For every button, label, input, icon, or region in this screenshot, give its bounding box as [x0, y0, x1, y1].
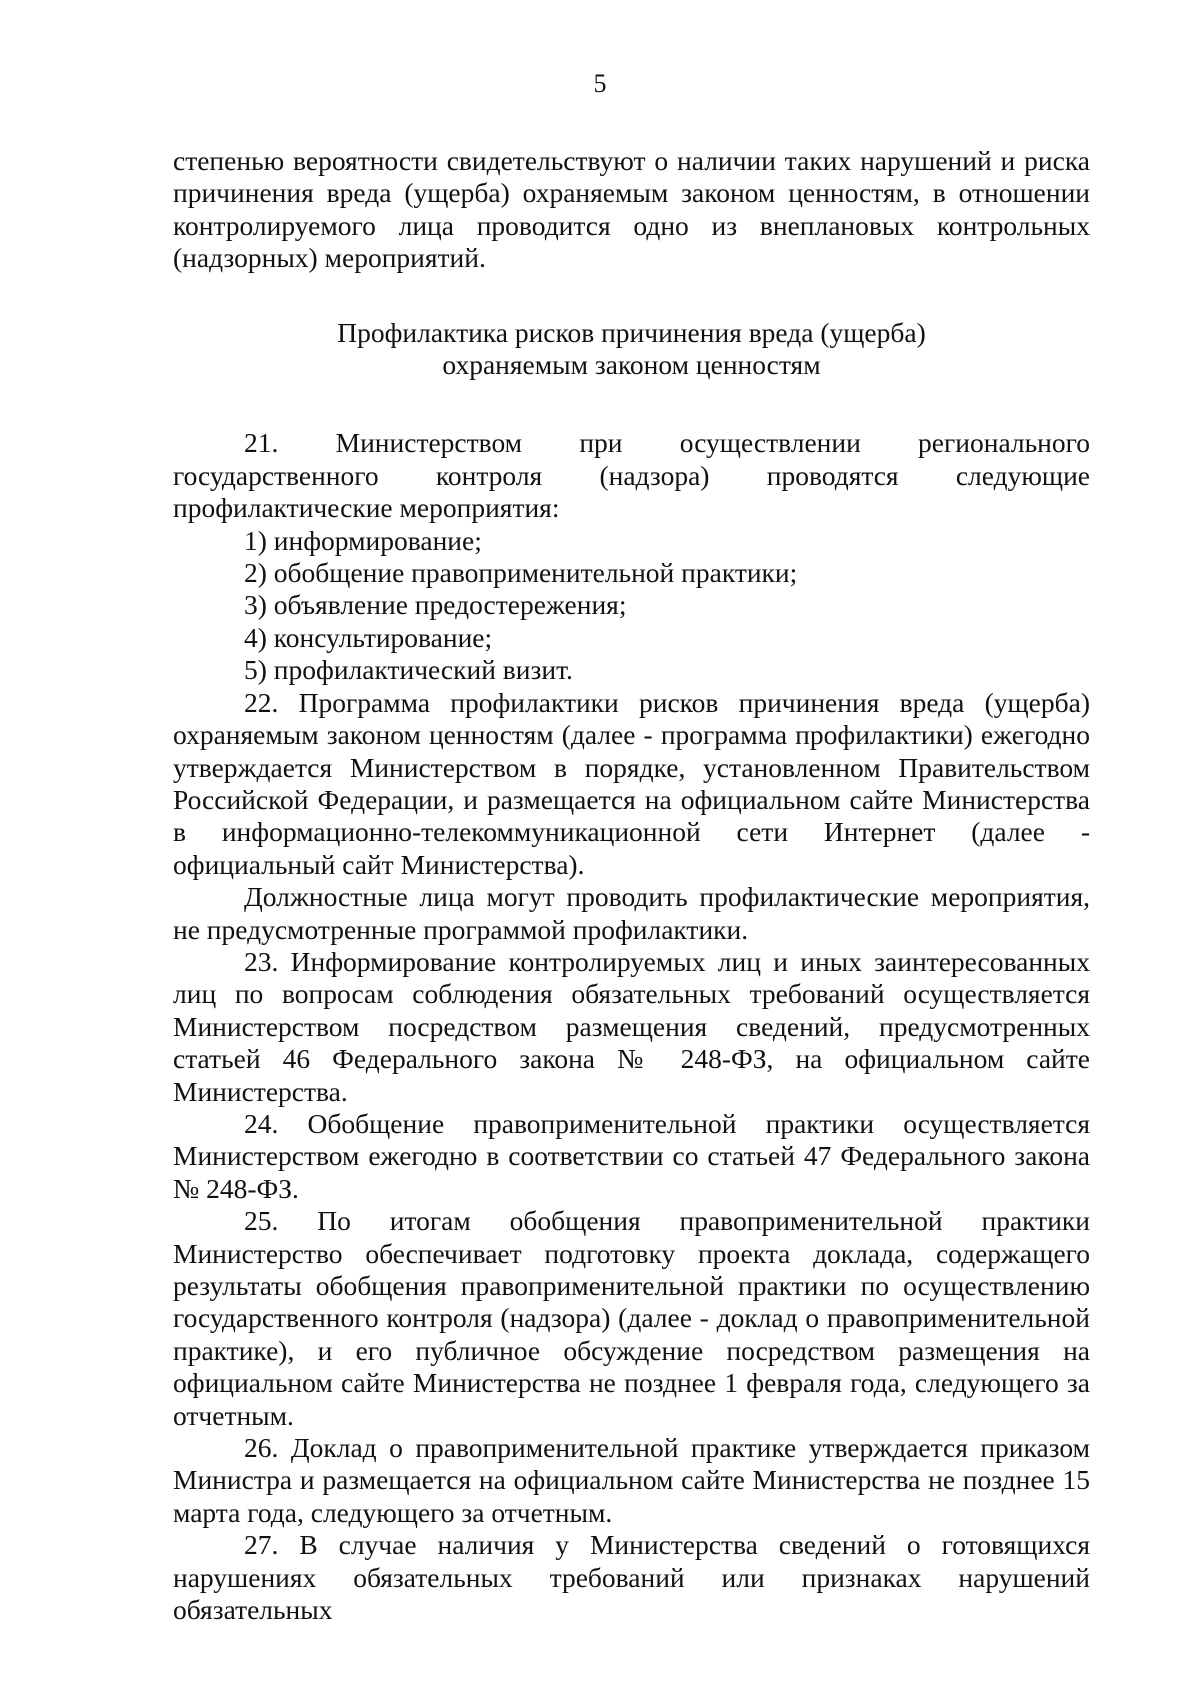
document-body — [173, 145, 1090, 1626]
paragraph-27: 27. В случае наличия у Министерства сведений о готовящихся нарушениях обязательных требований или признаках нарушений обязательных — [173, 1529, 1090, 1626]
paragraph-25: 25. По итогам обобщения правоприменительной практики Министерство обеспечивает подготовку проекта доклада, содержащего результаты обобщения правоприменительной практики по осуществлению государственного контроля (надзора) (далее - доклад о правоприменительной практике), и его публичное обсуждение посредством размещения на официальном сайте Министерства не позднее 1 февраля года, следующего за отчетным. — [173, 1205, 1090, 1431]
list-item-3: 3) объявление предостережения; — [244, 589, 627, 621]
list-item-1: 1) информирование; — [244, 524, 482, 556]
section-heading — [173, 317, 1090, 382]
paragraph-21: 21. Министерством при осуществлении регионального государственного контроля (надзора) проводятся следующие профилактические мероприятия: — [173, 427, 1090, 524]
section-heading-line-1: Профилактика рисков причинения вреда (ущерба) — [337, 316, 926, 348]
paragraph-officials: Должностные лица могут проводить профилактические мероприятия, не предусмотренные программой профилактики. — [173, 881, 1090, 945]
paragraph-22: 22. Программа профилактики рисков причинения вреда (ущерба) охраняемым законом ценностям (далее - программа профилактики) ежегодно утверждается Министерством в порядке, установленном Правительством Российской Федерации, и размещается на официальном сайте Министерства в информационно-телекоммуникационной сети Интернет (далее - официальный сайт Министерства). — [173, 686, 1090, 880]
list-item-5: 5) профилактический визит. — [244, 654, 573, 686]
section-heading-line-2: охраняемым законом ценностям — [442, 349, 821, 381]
page-number: 5 — [593, 69, 607, 98]
paragraph-24: 24. Обобщение правоприменительной практики осуществляется Министерством ежегодно в соответствии со статьей 47 Федерального закона № 248-ФЗ. — [173, 1107, 1090, 1204]
list-item-4: 4) консультирование; — [244, 621, 493, 653]
paragraph-26: 26. Доклад о правоприменительной практике утверждается приказом Министра и размещается на официальном сайте Министерства не позднее 15 марта года, следующего за отчетным. — [173, 1432, 1090, 1528]
list-item-2: 2) обобщение правоприменительной практики; — [244, 557, 798, 589]
paragraph-23: 23. Информирование контролируемых лиц и иных заинтересованных лиц по вопросам соблюдения обязательных требований осуществляется Министерством посредством размещения сведений, предусмотренных статьей 46 Федерального закона № 248-ФЗ, на официальном сайте Министерства. — [173, 945, 1090, 1107]
intro-paragraph: степенью вероятности свидетельствуют о наличии таких нарушений и риска причинения вреда (ущерба) охраняемым законом ценностям, в отношении контролируемого лица проводится одно из внеплановых контрольных (надзорных) мероприятий. — [173, 145, 1090, 274]
